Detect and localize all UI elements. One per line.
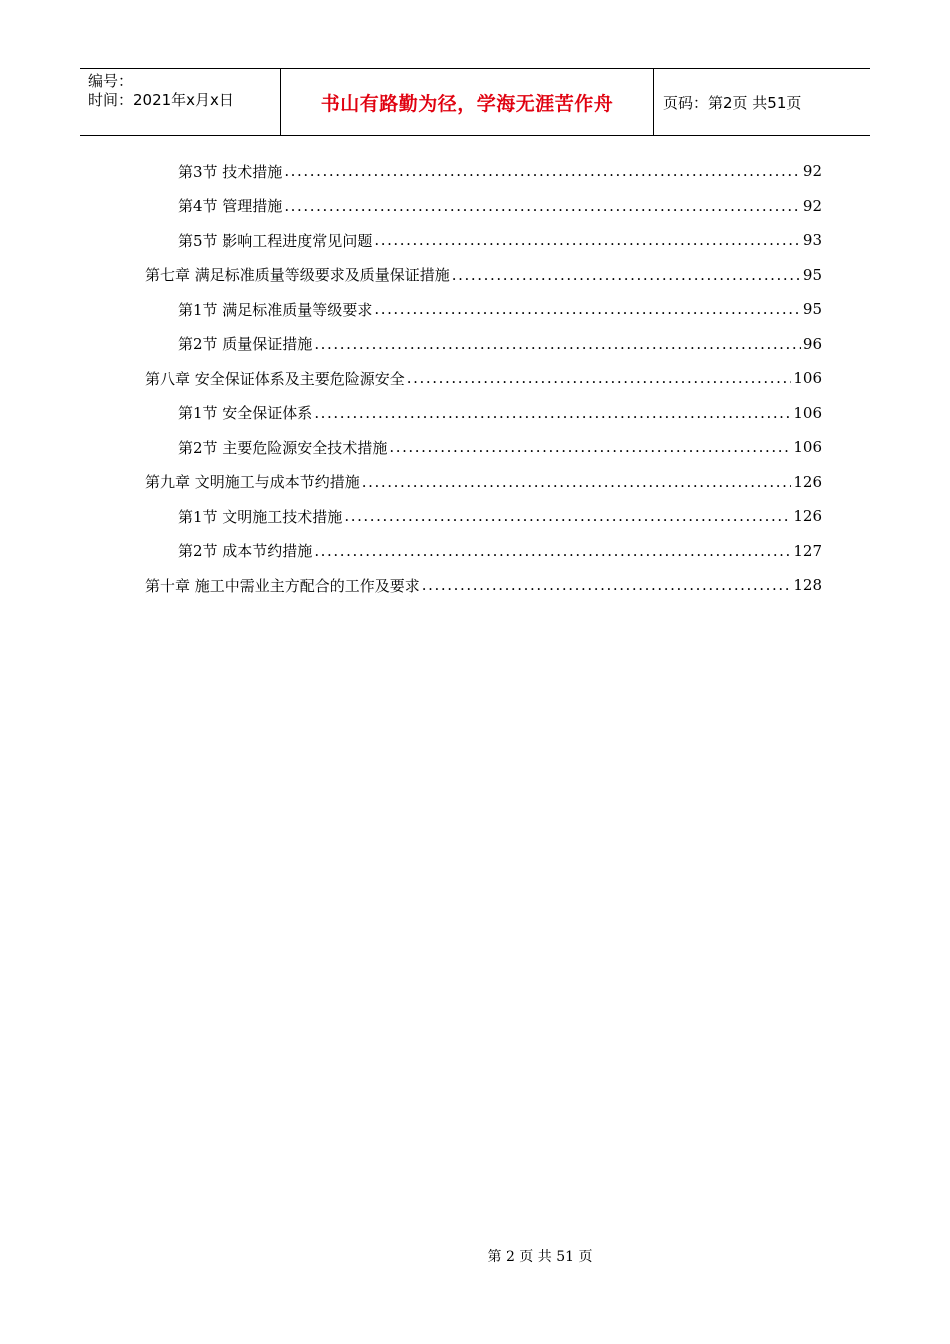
toc-entry-page-number: 92	[802, 196, 822, 215]
toc-section-entry[interactable]	[145, 189, 822, 224]
toc-leader-dots	[374, 300, 801, 318]
toc-entry-title: 第1节 安全保证体系	[178, 404, 313, 423]
toc-leader-dots	[452, 266, 801, 284]
toc-entry-page-number: 95	[802, 265, 822, 284]
toc-leader-dots	[344, 507, 791, 525]
toc-entry-page-number: 95	[802, 300, 822, 319]
toc-entry-title: 第1节 满足标准质量等级要求	[178, 300, 373, 319]
toc-entry-page-number: 106	[793, 438, 822, 457]
page-header	[80, 68, 870, 136]
toc-entry-title: 第八章 安全保证体系及主要危险源安全	[145, 369, 405, 388]
toc-section-entry[interactable]	[145, 327, 822, 362]
document-date-label: 时间：2021年x月x日	[88, 91, 234, 109]
toc-section-entry[interactable]	[145, 292, 822, 327]
toc-section-entry[interactable]	[145, 154, 822, 189]
toc-entry-title: 第5节 影响工程进度常见问题	[178, 231, 373, 250]
toc-leader-dots	[314, 335, 801, 353]
toc-entry-page-number: 93	[802, 231, 822, 250]
toc-entry-page-number: 96	[802, 334, 822, 353]
toc-leader-dots	[314, 542, 791, 560]
toc-entry-page-number: 92	[802, 162, 822, 181]
toc-entry-title: 第2节 质量保证措施	[178, 335, 313, 354]
document-number-label: 编号：	[88, 72, 134, 90]
toc-entry-title: 第七章 满足标准质量等级要求及质量保证措施	[145, 266, 450, 285]
toc-entry-title: 第4节 管理措施	[178, 197, 283, 216]
toc-entry-title: 第1节 文明施工技术措施	[178, 507, 343, 526]
toc-entry-title: 第3节 技术措施	[178, 162, 283, 181]
toc-leader-dots	[362, 473, 792, 491]
toc-entry-title: 第九章 文明施工与成本节约措施	[145, 473, 360, 492]
toc-entry-page-number: 128	[793, 576, 822, 595]
toc-leader-dots	[314, 404, 791, 422]
page-footer: 第 2 页 共 51 页	[487, 1249, 593, 1265]
toc-leader-dots	[407, 369, 792, 387]
toc-entry-title: 第2节 主要危险源安全技术措施	[178, 438, 388, 457]
toc-entry-title: 第2节 成本节约措施	[178, 542, 313, 561]
toc-chapter-entry[interactable]	[145, 568, 822, 603]
header-page-info: 页码：第2页 共51页	[663, 93, 802, 112]
toc-chapter-entry[interactable]	[145, 465, 822, 500]
toc-section-entry[interactable]	[145, 223, 822, 258]
toc-section-entry[interactable]	[145, 534, 822, 569]
toc-leader-dots	[284, 162, 801, 180]
toc-leader-dots	[389, 438, 791, 456]
toc-leader-dots	[422, 576, 792, 594]
toc-entry-page-number: 126	[793, 507, 822, 526]
header-meta	[80, 69, 281, 135]
toc-chapter-entry[interactable]	[145, 258, 822, 293]
toc-section-entry[interactable]	[145, 499, 822, 534]
toc-entry-page-number: 106	[793, 369, 822, 388]
toc-leader-dots	[284, 197, 801, 215]
toc-chapter-entry[interactable]	[145, 361, 822, 396]
toc-section-entry[interactable]	[145, 430, 822, 465]
table-of-contents	[145, 154, 822, 603]
toc-entry-title: 第十章 施工中需业主方配合的工作及要求	[145, 576, 420, 595]
toc-section-entry[interactable]	[145, 396, 822, 431]
toc-leader-dots	[374, 231, 801, 249]
toc-entry-page-number: 106	[793, 403, 822, 422]
toc-entry-page-number: 127	[793, 541, 822, 560]
toc-entry-page-number: 126	[793, 472, 822, 491]
header-motto: 书山有路勤为径，学海无涯苦作舟	[281, 69, 654, 135]
